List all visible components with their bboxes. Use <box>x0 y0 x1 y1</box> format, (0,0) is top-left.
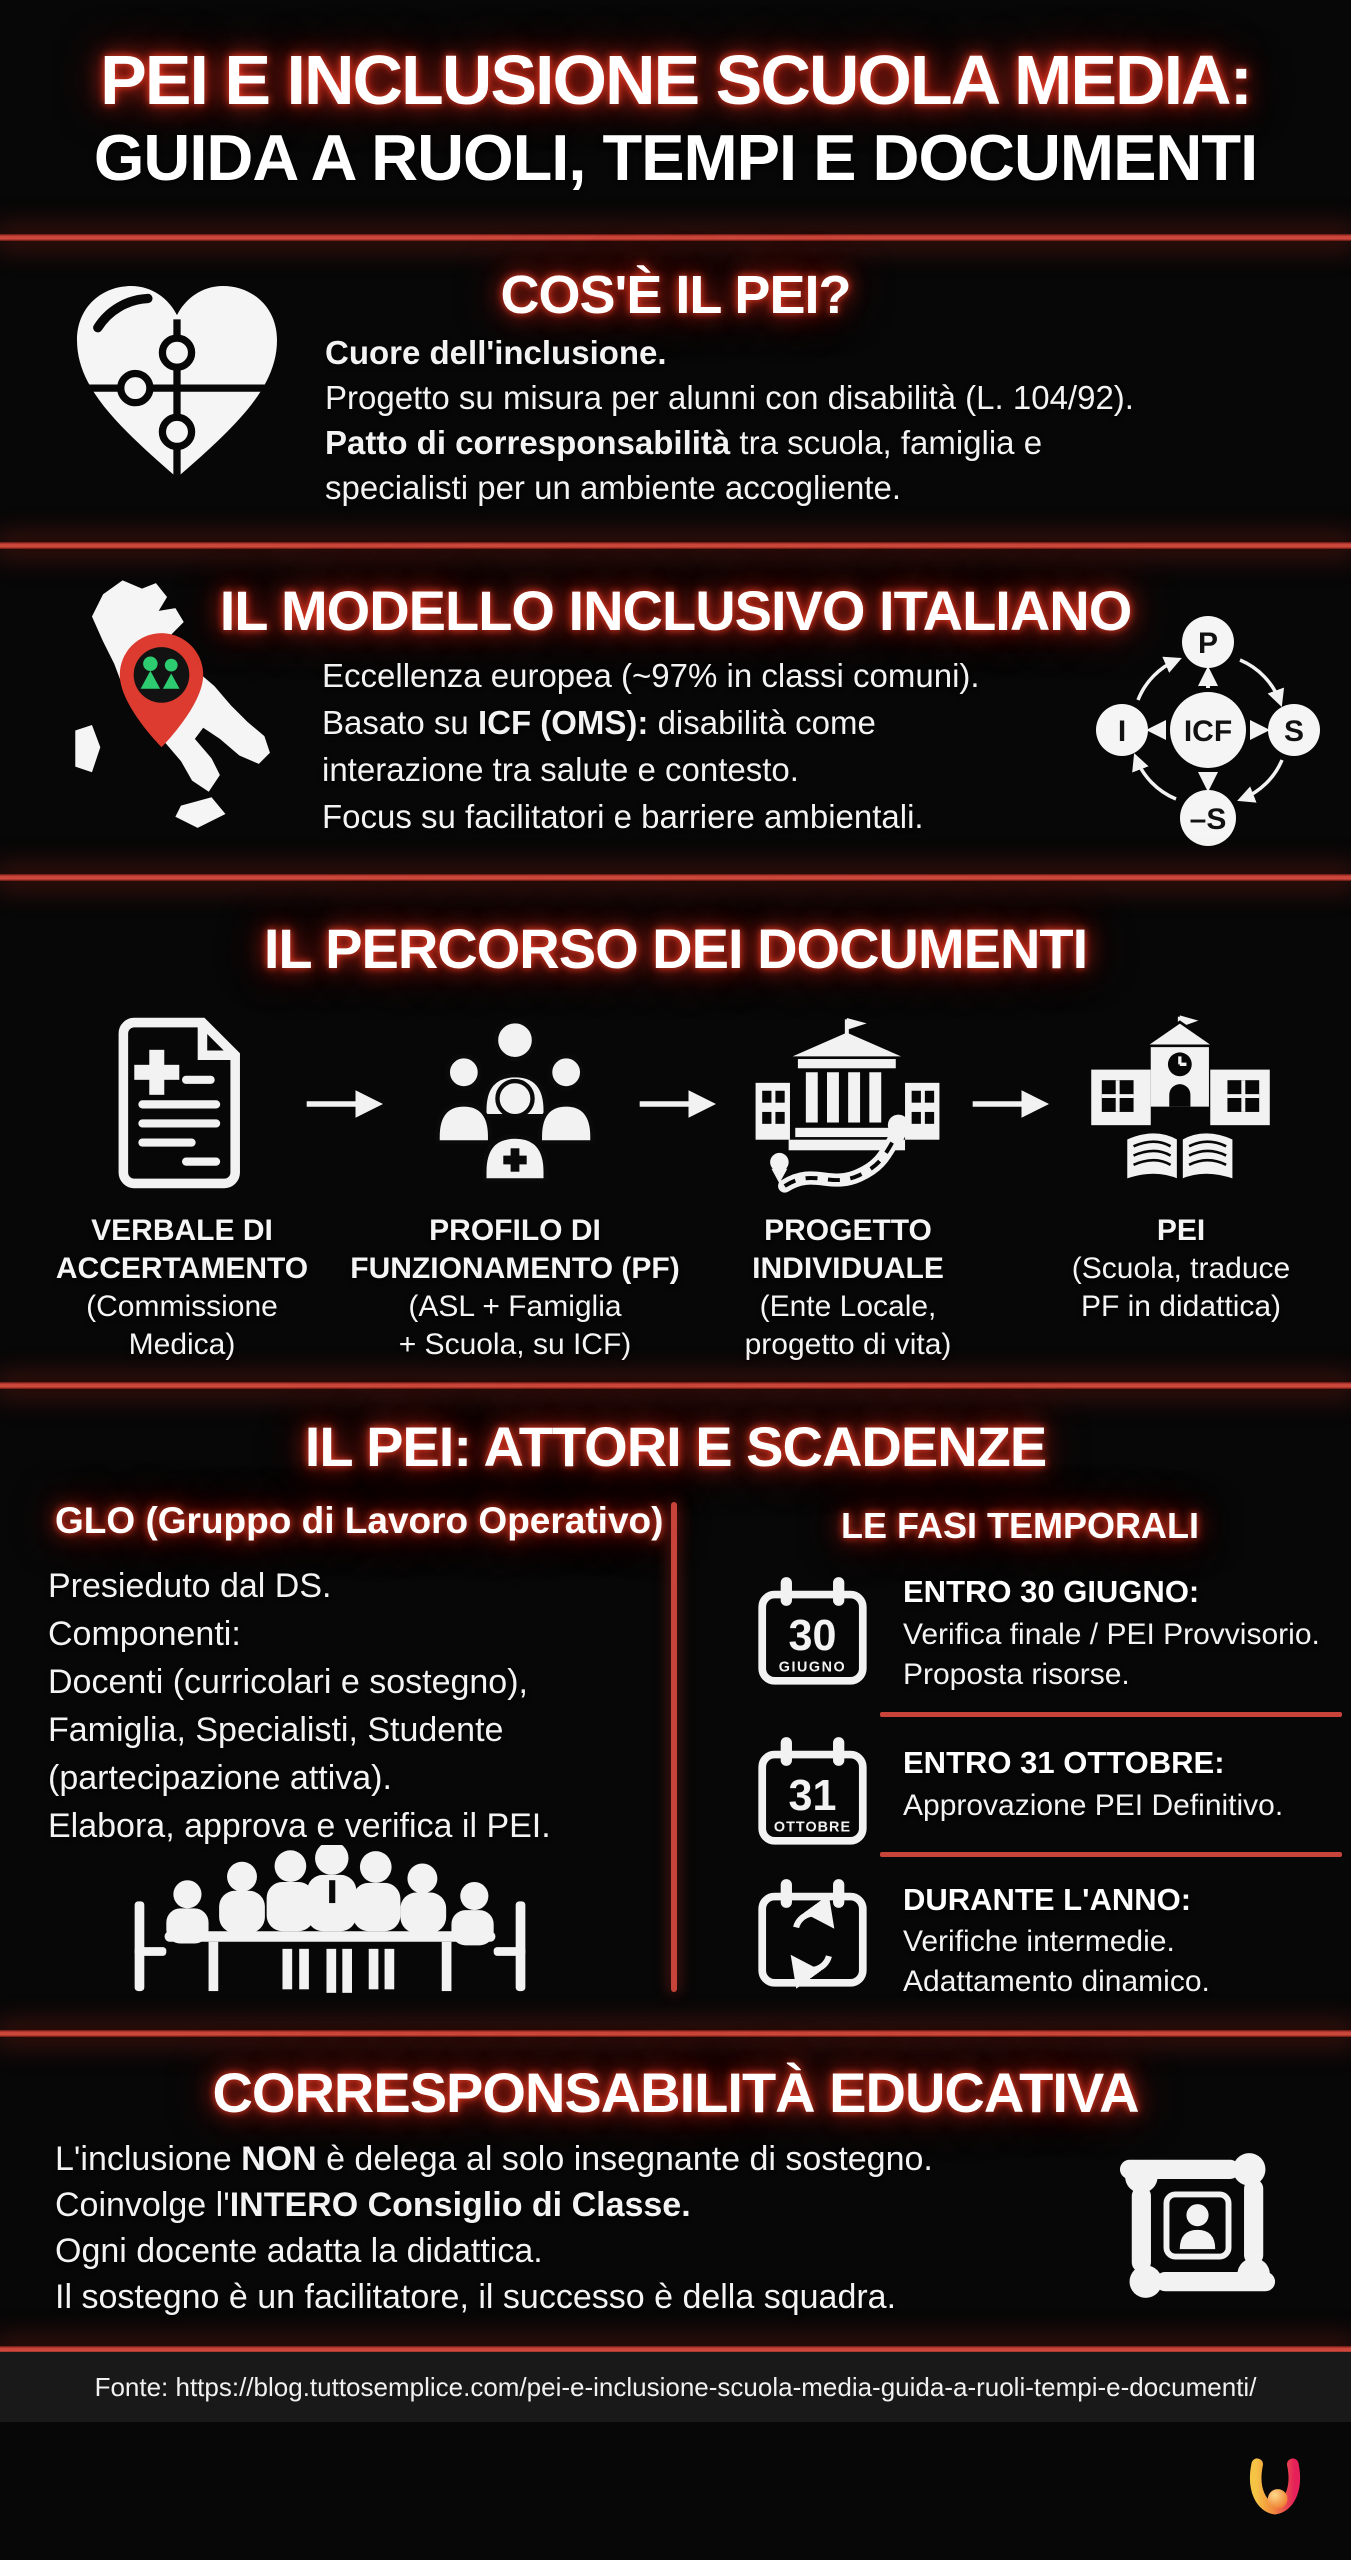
phase-divider <box>880 1712 1342 1717</box>
glo-text <box>48 1562 658 1850</box>
step-name: ACCERTAMENTO <box>55 1252 309 1285</box>
icf-top-label: P <box>1197 627 1219 660</box>
corresp-text <box>55 2136 1065 2320</box>
page-title-line1: PEI E INCLUSIONE SCUOLA MEDIA: <box>100 41 1251 119</box>
section-title-corresp: CORRESPONSABILITÀ EDUCATIVA <box>212 2061 1139 2124</box>
flow-arrow-icon <box>303 1088 395 1120</box>
calendar-31-ottobre-icon <box>755 1732 870 1849</box>
glo-line: Docenti (curricolari e sostegno), <box>48 1663 528 1701</box>
step-sub: PF in didattica) <box>1080 1290 1282 1323</box>
phase3-title: DURANTE L'ANNO: <box>903 1882 1192 1917</box>
brand-logo <box>1243 2458 1307 2522</box>
calendar-day: 30 <box>788 1612 837 1660</box>
step-sub: Medica) <box>128 1328 236 1361</box>
step-sub: (Commissione <box>86 1290 278 1323</box>
glo-line: (partecipazione attiva). <box>48 1759 392 1797</box>
flow-arrow-icon <box>636 1088 728 1120</box>
modello-text <box>322 652 1092 840</box>
step-name: INDIVIDUALE <box>752 1252 944 1285</box>
phase2-line1: Approvazione PEI Definitivo. <box>903 1789 1284 1822</box>
fasi-heading: LE FASI TEMPORALI <box>840 1505 1199 1546</box>
unity-hands-icon <box>1100 2128 1295 2323</box>
step-name: VERBALE DI <box>91 1214 273 1247</box>
specialist-team-icon <box>420 1008 610 1198</box>
section-title-attori: IL PEI: ATTORI E SCADENZE <box>304 1415 1047 1478</box>
phase1-title: ENTRO 30 GIUGNO: <box>903 1574 1200 1609</box>
step-sub: (ASL + Famiglia <box>408 1290 622 1323</box>
calendar-day: 31 <box>788 1772 837 1820</box>
phase3-line1: Verifiche intermedie. <box>903 1925 1175 1958</box>
phase1-line1: Verifica finale / PEI Provvisorio. <box>903 1618 1320 1651</box>
section-title-modello: IL MODELLO INCLUSIVO ITALIANO <box>219 579 1132 642</box>
page-title-line2: GUIDA A RUOLI, TEMPI E DOCUMENTI <box>93 121 1258 194</box>
meeting-table-icon <box>95 1845 565 2021</box>
step-sub: progetto di vita) <box>744 1328 952 1361</box>
calendar-month: GIUGNO <box>778 1659 847 1676</box>
section-title-percorso: IL PERCORSO DEI DOCUMENTI <box>263 917 1088 980</box>
section-divider <box>0 2030 1351 2037</box>
column-divider <box>671 1502 677 1992</box>
step-profilo <box>345 1212 685 1364</box>
glo-line: Elabora, approva e verifica il PEI. <box>48 1807 551 1845</box>
step-pei <box>1011 1212 1351 1326</box>
section-title-cos-e: COS'È IL PEI? <box>500 265 851 325</box>
step-verbale <box>12 1212 352 1364</box>
corresp-line3: Ogni docente adatta la didattica. <box>55 2232 543 2270</box>
icf-diagram-icon <box>1082 600 1334 862</box>
glo-heading: GLO (Gruppo di Lavoro Operativo) <box>55 1500 664 1541</box>
flow-arrow-icon <box>969 1088 1061 1120</box>
modello-line4: Focus su facilitatori e barriere ambientali. <box>322 798 924 835</box>
section-divider <box>0 542 1351 549</box>
corresp-line2: Coinvolge l'INTERO Consiglio di Classe. <box>55 2186 691 2224</box>
phase-divider <box>880 1852 1342 1857</box>
step-name: PEI <box>1156 1214 1206 1247</box>
corresp-line4: Il sostegno è un facilitatore, il successo è della squadra. <box>55 2278 897 2316</box>
icf-left-label: I <box>1117 715 1127 748</box>
calendar-month: OTTOBRE <box>773 1819 852 1836</box>
step-name: FUNZIONAMENTO (PF) <box>350 1252 680 1285</box>
modello-line1: Eccellenza europea (~97% in classi comuni). <box>322 657 980 694</box>
cos-e-text <box>325 330 1325 510</box>
source-text: Fonte: https://blog.tuttosemplice.com/pei-e-inclusione-scuola-media-guida-a-ruoli-tempi-e-documenti/ <box>94 2372 1257 2402</box>
step-sub: (Ente Locale, <box>759 1290 937 1323</box>
cos-e-line2: Progetto su misura per alunni con disabilità (L. 104/92). <box>325 379 1134 416</box>
government-building-icon <box>745 1008 950 1200</box>
section-divider <box>0 874 1351 881</box>
icf-right-label: S <box>1283 715 1305 748</box>
step-name: PROGETTO <box>764 1214 932 1247</box>
step-progetto <box>678 1212 1018 1364</box>
glo-line: Famiglia, Specialisti, Studente <box>48 1711 504 1749</box>
cos-e-line1: Cuore dell'inclusione. <box>325 334 667 371</box>
section-divider <box>0 234 1351 241</box>
glo-line: Presieduto dal DS. <box>48 1567 332 1605</box>
phase2-title: ENTRO 31 OTTOBRE: <box>903 1745 1225 1780</box>
section-divider <box>0 1382 1351 1389</box>
icf-bottom-label: –S <box>1189 803 1227 836</box>
cos-e-line4: specialisti per un ambiente accogliente. <box>325 469 902 506</box>
modello-line3: interazione tra salute e contesto. <box>322 751 799 788</box>
icf-center-label: ICF <box>1183 715 1233 748</box>
calendar-sync-icon <box>755 1874 870 1991</box>
calendar-30-giugno-icon <box>755 1572 870 1689</box>
glo-line: Componenti: <box>48 1615 241 1653</box>
phase1-line2: Proposta risorse. <box>903 1658 1130 1691</box>
medical-document-icon <box>107 1008 257 1198</box>
cos-e-line3: Patto di corresponsabilità tra scuola, famiglia e <box>325 424 1043 461</box>
phase3-line2: Adattamento dinamico. <box>903 1965 1210 1998</box>
step-sub: + Scuola, su ICF) <box>398 1328 632 1361</box>
corresp-line1: L'inclusione NON è delega al solo insegnante di sostegno. <box>55 2140 933 2178</box>
modello-line2: Basato su ICF (OMS): disabilità come <box>322 704 876 741</box>
step-sub: (Scuola, traduce <box>1071 1252 1291 1285</box>
school-building-icon <box>1078 1008 1283 1200</box>
step-name: PROFILO DI <box>429 1214 601 1247</box>
footer-strip <box>0 2352 1351 2422</box>
